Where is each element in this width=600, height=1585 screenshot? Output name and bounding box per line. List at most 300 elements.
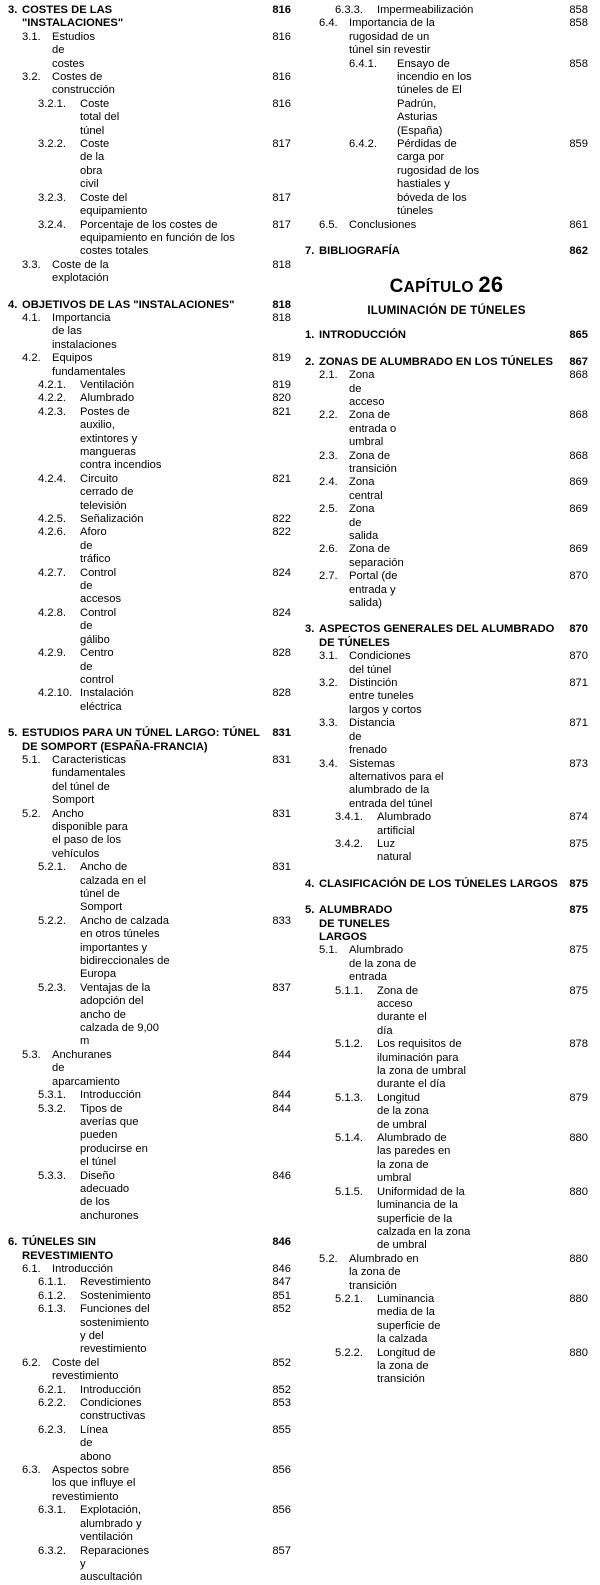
- toc-entry[interactable]: [8, 1276, 291, 1289]
- toc-entry[interactable]: [8, 1290, 291, 1303]
- toc-entry-title: COSTES DE LAS "INSTALACIONES": [22, 4, 124, 30]
- toc-left-column: [8, 4, 291, 1585]
- toc-entry[interactable]: [305, 1132, 588, 1186]
- toc-entry-body: [319, 878, 588, 891]
- toc-entry-body: [52, 71, 291, 98]
- toc-entry-title: Coste total del túnel: [80, 97, 120, 137]
- toc-entry-title: Alumbrado en la zona de transición: [349, 1252, 419, 1292]
- toc-entry-number: 4.: [8, 298, 18, 311]
- toc-entry-page: 856: [272, 1464, 291, 1477]
- toc-entry-title: Ensayo de incendio en los túneles de El Padrún, Asturias (España): [397, 57, 472, 137]
- toc-entry-number: 5.2.1.: [335, 1292, 363, 1305]
- toc-entry-body: [80, 219, 291, 259]
- toc-entry-title: Postes de auxilio, extintores y mangueras contra incendios: [80, 405, 162, 472]
- toc-entry-page: 857: [272, 1544, 291, 1557]
- toc-entry-page: 873: [569, 757, 588, 770]
- toc-entry-body: [22, 299, 291, 312]
- toc-entry-body: [52, 1263, 291, 1276]
- toc-entry[interactable]: [8, 808, 291, 862]
- leader-dots: [408, 335, 565, 336]
- leader-dots: [115, 532, 269, 533]
- toc-entry-page: 871: [569, 677, 588, 690]
- toc-entry-page: 819: [272, 378, 291, 391]
- toc-entry-page: 821: [272, 405, 291, 418]
- toc-entry[interactable]: [8, 192, 291, 219]
- toc-entry[interactable]: [8, 513, 291, 526]
- leader-dots: [99, 37, 269, 38]
- toc-entry-title: Portal (de entrada y salida): [349, 570, 398, 610]
- toc-entry-body: [80, 1424, 291, 1464]
- toc-entry-page: 817: [272, 218, 291, 231]
- entry-spacer: [8, 1223, 291, 1236]
- toc-entry-page: 818: [272, 311, 291, 324]
- toc-entry-number: 4.2.10.: [38, 687, 73, 700]
- toc-entry-title: BIBLIOGRAFÍA: [319, 244, 400, 257]
- toc-entry[interactable]: [305, 1293, 588, 1347]
- toc-entry[interactable]: [8, 4, 291, 31]
- toc-entry[interactable]: [8, 982, 291, 1049]
- toc-entry[interactable]: [305, 369, 588, 409]
- toc-entry[interactable]: [8, 219, 291, 259]
- toc-entry-page: 846: [272, 1169, 291, 1182]
- toc-entry-body: [377, 1186, 588, 1253]
- toc-entry-page: 824: [272, 566, 291, 579]
- toc-entry-title: Coste del equipamiento: [80, 191, 148, 218]
- toc-entry-number: 4.2.7.: [38, 566, 66, 579]
- leader-dots: [139, 814, 269, 815]
- toc-entry-number: 6.5.: [319, 218, 338, 231]
- leader-gap: [236, 305, 268, 306]
- leader-gap: [561, 629, 565, 630]
- toc-entry-body: [80, 392, 291, 405]
- toc-entry-title: Ancho disponible para el paso de los vehículos: [52, 807, 128, 860]
- toc-entry[interactable]: [305, 650, 588, 677]
- toc-entry-body: [80, 915, 291, 982]
- toc-entry[interactable]: [8, 406, 291, 473]
- toc-entry-body: [52, 1464, 291, 1504]
- toc-entry[interactable]: [305, 503, 588, 543]
- toc-entry[interactable]: [305, 476, 588, 503]
- toc-entry[interactable]: [305, 4, 588, 17]
- leader-dots: [388, 509, 566, 510]
- leader-dots: [157, 1309, 269, 1310]
- leader-dots: [434, 1098, 565, 1099]
- toc-entry-body: [80, 1504, 291, 1544]
- toc-entry-number: 6.1.1.: [38, 1276, 66, 1289]
- toc-entry-page: 831: [272, 807, 291, 820]
- toc-entry-number: 3.4.1.: [335, 811, 363, 824]
- toc-entry[interactable]: [8, 138, 291, 192]
- entry-spacer: [305, 610, 588, 623]
- toc-entry-body: [349, 650, 588, 677]
- toc-entry-body: [52, 259, 291, 286]
- toc-entry[interactable]: [8, 259, 291, 286]
- toc-entry-page: 821: [272, 472, 291, 485]
- leader-dots: [150, 867, 268, 868]
- toc-entry-number: 5.3.1.: [38, 1089, 66, 1102]
- leader-dots: [454, 1299, 566, 1300]
- leader-dots: [143, 1095, 268, 1096]
- toc-entry-body: [319, 904, 588, 944]
- toc-entry-body: [349, 450, 588, 477]
- toc-entry[interactable]: [8, 1236, 291, 1263]
- toc-entry[interactable]: [305, 623, 588, 650]
- toc-entry-number: 2.6.: [319, 543, 338, 556]
- toc-entry-body: [80, 1303, 291, 1357]
- toc-entry-title: Circuito cerrado de televisión: [80, 472, 134, 512]
- toc-entry-body: [349, 1253, 588, 1293]
- toc-entry-body: [349, 219, 588, 232]
- toc-entry-number: 5.: [8, 727, 18, 740]
- leader-dots: [451, 764, 565, 765]
- toc-entry-title: Ventilación: [80, 378, 135, 391]
- toc-entry-page: 870: [569, 623, 588, 636]
- toc-entry-page: 868: [569, 369, 588, 382]
- toc-entry-body: [52, 31, 291, 71]
- toc-entry[interactable]: [305, 356, 588, 369]
- toc-entry-title: Alumbrado artificial: [377, 811, 432, 837]
- toc-entry[interactable]: [305, 570, 588, 610]
- toc-entry-title: Longitud de la zona de transición: [377, 1346, 436, 1386]
- toc-entry-title: Equipos fundamentales: [52, 352, 126, 378]
- toc-entry-number: 5.1.1.: [335, 984, 363, 997]
- leader-dots: [111, 265, 269, 266]
- toc-entry-title: Longitud de la zona de umbral: [377, 1091, 429, 1131]
- toc-entry-title: Porcentaje de los costes de equipamiento en función de los costes totales: [80, 218, 235, 258]
- toc-entry-page: 818: [272, 298, 291, 311]
- toc-entry-number: 6.4.1.: [349, 57, 377, 70]
- toc-entry-page: 874: [569, 811, 588, 824]
- toc-entry[interactable]: [305, 758, 588, 812]
- toc-entry-body: [80, 1170, 291, 1224]
- toc-entry[interactable]: [8, 71, 291, 98]
- toc-entry-number: 3.4.2.: [335, 837, 363, 850]
- toc-entry-number: 3.2.: [22, 71, 41, 84]
- toc-entry-page: 852: [272, 1356, 291, 1369]
- toc-entry-number: 6.2.: [22, 1356, 41, 1369]
- leader-dots: [145, 1510, 268, 1511]
- toc-entry[interactable]: [305, 878, 588, 891]
- toc-entry-body: [397, 138, 588, 218]
- toc-entry-body: [319, 623, 588, 650]
- toc-entry-title: Los requisitos de iluminación para la zona de umbral durante el día: [377, 1038, 466, 1091]
- toc-entry-body: [22, 727, 291, 754]
- toc-entry[interactable]: [8, 31, 291, 71]
- toc-entry-title: Importancia de las instalaciones: [52, 311, 117, 351]
- toc-entry-page: 853: [272, 1397, 291, 1410]
- toc-entry-number: 4.2.8.: [38, 606, 66, 619]
- toc-entry[interactable]: [305, 1347, 588, 1387]
- toc-entry[interactable]: [8, 473, 291, 513]
- leader-dots: [145, 519, 268, 520]
- toc-entry[interactable]: [305, 1038, 588, 1092]
- toc-entry[interactable]: [305, 1253, 588, 1293]
- toc-entry-title: Explotación, alumbrado y ventilación: [80, 1504, 142, 1544]
- leader-dots: [117, 77, 269, 78]
- toc-entry-page: 833: [272, 914, 291, 927]
- toc-right-entries-top: [305, 4, 588, 258]
- toc-entry-number: 6.4.: [319, 17, 338, 30]
- toc-entry[interactable]: [8, 1504, 291, 1544]
- toc-entry[interactable]: [8, 915, 291, 982]
- toc-entry-page: 816: [272, 71, 291, 84]
- toc-entry-body: [349, 570, 588, 610]
- leader-dots: [160, 1109, 269, 1110]
- toc-entry-number: 2.1.: [319, 369, 338, 382]
- toc-entry-page: 875: [569, 904, 588, 917]
- toc-entry-body: [80, 1290, 291, 1303]
- leader-dots: [413, 656, 566, 657]
- toc-entry-number: 2.4.: [319, 476, 338, 489]
- chapter-subtitle: ILUMINACIÓN DE TÚNELES: [367, 304, 526, 318]
- toc-entry[interactable]: [305, 811, 588, 838]
- toc-entry-page: 831: [272, 753, 291, 766]
- toc-entry-body: [80, 687, 291, 714]
- toc-entry-page: 822: [272, 526, 291, 539]
- toc-entry[interactable]: [8, 1303, 291, 1357]
- leader-gap: [264, 733, 268, 734]
- toc-entry[interactable]: [305, 1092, 588, 1132]
- toc-entry-number: 6.4.2.: [349, 138, 377, 151]
- toc-entry-page: 861: [569, 218, 588, 231]
- leader-dots: [115, 1242, 268, 1243]
- toc-entry-body: [349, 717, 588, 757]
- toc-entry[interactable]: [305, 245, 588, 258]
- toc-entry-number: 5.2.1.: [38, 861, 66, 874]
- toc-entry-body: [52, 1049, 291, 1089]
- toc-entry[interactable]: [8, 647, 291, 687]
- toc-entry-body: [80, 138, 291, 192]
- leader-dots: [479, 64, 565, 65]
- toc-entry-title: OBJETIVOS DE LAS "INSTALACIONES": [22, 298, 235, 311]
- leader-gap: [555, 362, 565, 363]
- toc-entry-page: 875: [569, 984, 588, 997]
- toc-entry-page: 880: [569, 1346, 588, 1359]
- toc-entry-page: 870: [569, 570, 588, 583]
- toc-entry-page: 818: [272, 258, 291, 271]
- toc-entry-number: 6.3.1.: [38, 1504, 66, 1517]
- toc-entry-number: 3.3.: [22, 258, 41, 271]
- toc-entry-page: 869: [569, 543, 588, 556]
- toc-entry[interactable]: [8, 98, 291, 138]
- toc-entry-body: [349, 543, 588, 570]
- toc-entry-number: 7.: [305, 244, 315, 257]
- toc-entry-title: Introducción: [80, 1383, 141, 1396]
- toc-entry-page: 831: [272, 727, 291, 740]
- leader-dots: [123, 573, 268, 574]
- toc-entry[interactable]: [8, 1384, 291, 1397]
- leader-dots: [402, 251, 566, 252]
- toc-entry-number: 4.2.1.: [38, 378, 66, 391]
- toc-entry-page: 816: [272, 97, 291, 110]
- leader-dots: [136, 693, 269, 694]
- toc-entry-number: 5.1.3.: [335, 1091, 363, 1104]
- toc-entry-body: [349, 369, 588, 409]
- toc-entry[interactable]: [8, 1545, 291, 1585]
- toc-entry-page: 865: [569, 329, 588, 342]
- toc-entry-title: Impermeabilización: [377, 4, 474, 16]
- toc-entry-title: Aforo de tráfico: [80, 526, 111, 566]
- leader-dots: [413, 844, 565, 845]
- entry-spacer: [8, 714, 291, 727]
- leader-dots: [390, 375, 565, 376]
- toc-entry-page: 880: [569, 1292, 588, 1305]
- toc-entry-page: 867: [569, 355, 588, 368]
- toc-entry[interactable]: [8, 312, 291, 352]
- toc-entry[interactable]: [305, 450, 588, 477]
- toc-entry[interactable]: [8, 1103, 291, 1170]
- toc-entry[interactable]: [8, 1170, 291, 1224]
- toc-entry[interactable]: [305, 677, 588, 717]
- toc-entry[interactable]: [8, 1397, 291, 1424]
- toc-entry[interactable]: [8, 379, 291, 392]
- toc-entry[interactable]: [8, 727, 291, 754]
- toc-entry-number: 6.1.: [22, 1262, 41, 1275]
- leader-dots: [454, 1138, 566, 1139]
- toc-entry-number: 6.3.2.: [38, 1544, 66, 1557]
- toc-entry-number: 5.: [305, 904, 315, 917]
- toc-entry[interactable]: [305, 409, 588, 449]
- toc-entry-title: Uniformidad de la luminancia de la superficie de la calzada en la zona de umbral: [377, 1185, 471, 1252]
- toc-entry-body: [319, 356, 588, 369]
- toc-entry-number: 6.2.3.: [38, 1423, 66, 1436]
- toc-entry-title: Control de accesos: [80, 566, 122, 606]
- leader-dots: [115, 1430, 268, 1431]
- toc-entry[interactable]: [8, 526, 291, 566]
- chapter-heading: [305, 272, 588, 317]
- toc-entry-body: [80, 1384, 291, 1397]
- toc-entry-number: 2.3.: [319, 449, 338, 462]
- toc-entry[interactable]: [8, 607, 291, 647]
- toc-entry-page: 856: [272, 1504, 291, 1517]
- toc-entry-number: 4.2.2.: [38, 392, 66, 405]
- toc-entry-number: 6.: [8, 1236, 18, 1249]
- toc-entry[interactable]: [8, 299, 291, 312]
- toc-entry-body: [80, 1103, 291, 1170]
- toc-entry[interactable]: [8, 1424, 291, 1464]
- toc-entry[interactable]: [305, 17, 588, 57]
- toc-entry-body: [397, 58, 588, 138]
- leader-gap: [264, 225, 268, 226]
- entry-spacer: [305, 891, 588, 904]
- leader-dots: [419, 950, 565, 951]
- leader-dots: [124, 144, 268, 145]
- toc-entry[interactable]: [8, 1089, 291, 1102]
- toc-entry[interactable]: [8, 1357, 291, 1384]
- leader-dots: [483, 144, 565, 145]
- toc-entry[interactable]: [305, 838, 588, 865]
- toc-entry[interactable]: [8, 1049, 291, 1089]
- toc-entry-page: 820: [272, 392, 291, 405]
- toc-entry[interactable]: [305, 138, 588, 218]
- toc-entry-page: 817: [272, 138, 291, 151]
- leader-dots: [433, 817, 565, 818]
- toc-entry[interactable]: [305, 219, 588, 232]
- toc-entry-page: 846: [272, 1236, 291, 1249]
- leader-dots: [406, 549, 566, 550]
- leader-dots: [122, 104, 268, 105]
- toc-entry-page: 819: [272, 352, 291, 365]
- toc-right-entries-bottom: [305, 329, 588, 1386]
- toc-entry-title: Señalización: [80, 513, 144, 526]
- toc-entry[interactable]: [305, 944, 588, 984]
- toc-entry-title: Distancia de frenado: [349, 717, 396, 757]
- toc-entry-page: 878: [569, 1038, 588, 1051]
- toc-entry-title: Coste de la explotación: [52, 258, 109, 285]
- toc-entry-page: 862: [569, 244, 588, 257]
- toc-entry-title: Luminancia media de la superficie de la calzada: [377, 1292, 441, 1346]
- leader-dots: [434, 991, 565, 992]
- toc-entry[interactable]: [305, 543, 588, 570]
- toc-entry-page: 880: [569, 1185, 588, 1198]
- toc-entry-page: 831: [272, 861, 291, 874]
- toc-entry[interactable]: [8, 392, 291, 405]
- toc-entry-page: 858: [569, 17, 588, 30]
- toc-entry[interactable]: [8, 1263, 291, 1276]
- toc-entry-page: 858: [569, 57, 588, 70]
- toc-entry-title: TÚNELES SIN REVESTIMIENTO: [22, 1236, 114, 1262]
- toc-entry-title: ESTUDIOS PARA UN TÚNEL LARGO: TÚNEL DE SOMPORT (ESPAÑA-FRANCIA): [22, 727, 260, 753]
- toc-entry-page: 875: [569, 837, 588, 850]
- leader-dots: [153, 1296, 268, 1297]
- toc-entry[interactable]: [8, 1464, 291, 1504]
- toc-entry-number: 5.1.4.: [335, 1132, 363, 1145]
- toc-entry[interactable]: [8, 567, 291, 607]
- toc-entry-number: 2.: [305, 355, 315, 368]
- toc-entry[interactable]: [8, 687, 291, 714]
- leader-dots: [121, 1363, 269, 1364]
- leader-dots: [385, 482, 566, 483]
- toc-entry-title: Importancia de la rugosidad de un túnel sin revestir: [349, 17, 435, 57]
- toc-entry[interactable]: [8, 352, 291, 379]
- leader-dots: [166, 412, 268, 413]
- toc-entry[interactable]: [305, 985, 588, 1039]
- toc-entry-title: Instalación eléctrica: [80, 687, 134, 713]
- toc-entry[interactable]: [305, 904, 588, 944]
- toc-entry-page: 816: [272, 4, 291, 16]
- toc-entry-number: 3.: [305, 623, 315, 636]
- toc-entry-body: [80, 1397, 291, 1424]
- toc-entry[interactable]: [305, 1186, 588, 1253]
- toc-entry-title: Zona de acceso: [349, 369, 385, 408]
- toc-entry-page: 880: [569, 1132, 588, 1145]
- toc-entry-page: 875: [569, 877, 588, 890]
- toc-entry-body: [80, 98, 291, 138]
- toc-entry-number: 4.2.4.: [38, 472, 66, 485]
- toc-entry[interactable]: [305, 329, 588, 342]
- toc-entry-page: 847: [272, 1276, 291, 1289]
- toc-entry-body: [349, 476, 588, 503]
- toc-entry[interactable]: [8, 861, 291, 915]
- leader-dots: [177, 921, 268, 922]
- toc-entry-body: [80, 1545, 291, 1585]
- toc-entry-title: ALUMBRADO DE TUNELES LARGOS: [319, 904, 393, 943]
- toc-entry-page: 822: [272, 513, 291, 526]
- toc-entry-body: [80, 647, 291, 687]
- toc-entry-body: [377, 838, 588, 865]
- toc-entry[interactable]: [305, 58, 588, 138]
- toc-entry[interactable]: [305, 717, 588, 757]
- toc-entry-page: 880: [569, 1252, 588, 1265]
- toc-entry-body: [80, 607, 291, 647]
- toc-entry[interactable]: [8, 754, 291, 808]
- toc-entry-page: 870: [569, 650, 588, 663]
- toc-entry-title: Caracteristicas fundamentales del túnel de Somport: [52, 753, 126, 807]
- toc-entry-page: 875: [569, 944, 588, 957]
- toc-entry-page: 844: [272, 1048, 291, 1061]
- toc-entry-page: 871: [569, 717, 588, 730]
- toc-entry-number: 5.2.: [319, 1252, 338, 1265]
